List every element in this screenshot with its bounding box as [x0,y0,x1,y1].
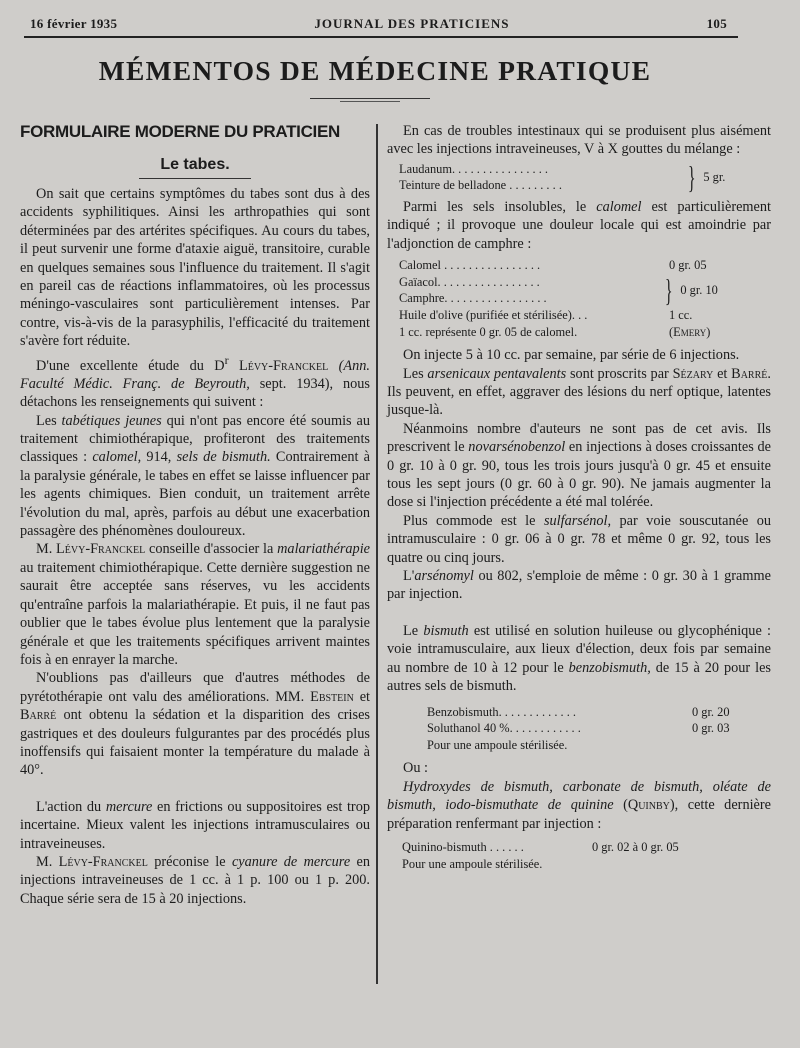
journal-name: JOURNAL DES PRATICIENS [314,16,510,31]
subsection-title: Le tabes. [139,156,251,179]
author-name: (Quinby), [623,797,679,814]
paragraph: Plus commode est le sulfarsénol, par voie souscutanée ou intramusculaire : 0 gr. 06 à 0 gr. 78 et même 0 gr. 92, tous les quatre ou cinq jours. [387,512,772,566]
paragraph: Parmi les sels insolubles, le calomel est particulièrement indiqué ; il provoque une douleur locale qui est amoindrie par l'adjonction de camphre : [387,199,772,252]
paragraph: L'action du mercure en frictions ou suppositoires est trop incertaine. Mieux valent les injections intramusculaires ou intraveineuses. [20,798,370,852]
author-name: Barré [731,365,768,382]
paragraph: L'arsénomyl ou 802, s'emploie de même : 0 gr. 30 à 1 gramme par injection. [387,568,771,603]
left-column [20,122,370,908]
paragraph: M. Lévy-Franckel préconise le cyanure de mercure en injections intraveineuses de 1 cc. à 1 p. 100 ou 1 p. 200. Chaque série sera de 15 à 20 injections. [20,853,370,907]
formula-calomel: Calomel . . . . . . . . . . . . . . . . 0 gr. 05 Gaïacol. . . . . . . . . . . . . . . . . Camphre. . . . . . . . . . . . . . . . . } 0 gr. 10 Huile d'olive (purifiée et stérilisée). . . 1 cc. 1 cc. représente 0 gr. 05 de calomel. (Emery) [399,258,718,339]
paragraph: On sait que certains symptômes du tabes sont dus à des accidents syphilitiques. Ainsi les arthropathies qui sont déterminées par des artérites spécifiques. Au cours du tabes, il peut survenir une forme d'ataxie aiguë, transitoire, curable en quelques semaines sous l'influence du traitement. Il s'agit en pareil cas de réactions inflammatoires, où les processus méningo-vasculaires sont particulièrement intenses. Par contre, vis-à-vis de la parasyphilis, l'efficacité du traitement s'avère fort réduite. [20,186,370,350]
paragraph: N'oublions pas d'ailleurs que d'autres méthodes de pyrétothérapie ont valu des améliorations. MM. Ebstein et Barré ont obtenu la sédation et la disparition des crises gastriques et des douleurs fulgurantes par des procédés plus inoffensifs qui faisaient monter la température du malade à 40°. [20,670,371,779]
author-name: Lévy-Franckel [56,541,146,558]
column-divider [376,124,378,984]
title-ornament [310,98,430,99]
paragraph: D'une excellente étude du $D^r$ Lévy-Franckel (Ann. Faculté Médic. Franç. de Beyrouth, sept. 1934), nous détachons les renseignements qui suivent : [20,352,370,411]
paragraph: On injecte 5 à 10 cc. par semaine, par série de 6 injections. [403,347,740,364]
page-number: 105 [706,16,727,31]
formula-benzobismuth: Benzobismuth. . . . . . . . . . . . . 0 gr. 20 Soluthanol 40 %. . . . . . . . . . . . 0 gr. 03 Pour une ampoule stérilisée. [427,704,730,752]
issue-date: 16 février 1935 [30,16,118,31]
author-name: Barré [20,707,57,724]
citation: (Ann. Faculté Médic. Franç. de Beyrouth, [20,357,370,392]
paragraph: Le bismuth est utilisé en solution huileuse ou glycophénique : voie intramusculaire, aux lieux d'élection, deux fois par semaine au nombre de 10 à 12 pour le benzobismuth, de 15 à 20 pour les autres sels de bismuth. [387,622,772,695]
formula-quinino-bismuth: Quinino-bismuth . . . . . . 0 gr. 02 à 0 gr. 05 Pour une ampoule stérilisée. [402,839,679,871]
paragraph: En cas de troubles intestinaux qui se produisent plus aisément avec les injections intraveineuses, V à X gouttes du mélange : [387,123,771,158]
formula-laudanum: Laudanum. . . . . . . . . . . . . . . . Teinture de belladone . . . . . . . . . } 5 gr. [399,159,726,196]
paragraph: Ou : [403,760,429,777]
author-name: Sézary [672,365,714,382]
author-name: Ebstein [310,688,354,705]
right-column [387,122,771,872]
paragraph: Hydroxydes de bismuth, carbonate de bismuth, oléate de bismuth, iodo-bismuthate de quinine (Quinby), cette dernière préparation renfermant par injection : [387,778,772,832]
page-title: MÉMENTOS DE MÉDECINE PRATIQUE [98,56,652,86]
title-ornament-inner [340,101,400,102]
paragraph: Les arsenicaux pentavalents sont proscrits par Sézary et Barré. Ils peuvent, en effet, aggraver des lésions du nerf optique, latentes jusque-là. [387,365,771,419]
running-header [30,16,727,32]
paragraph: Les tabétiques jeunes qui n'ont pas encore été soumis au traitement chimiothérapique, profiteront des traitements classiques : calomel, 914, sels de bismuth. Contrairement à la paralysie générale, le tabes en effet se laisse influencer par les agents chimiques. Bien conduit, un traitement arrête l'évolution du mal, après, parfois au début une exacerbation passagère des phénomènes douloureux. [20,412,371,540]
author-name: Lévy-Franckel [238,357,329,374]
section-title: FORMULAIRE MODERNE DU PRATICIEN [20,122,340,141]
paragraph: M. Lévy-Franckel conseille d'associer la malariathérapie au traitement chimiothérapique. Cette dernière suggestion ne saurait être acceptée sans réserves, vu les accidents qu'entraîne parfois la malariathérapie. Et puis, il ne faut pas oublier que le tabes évolue plus lentement que la paralysie générale et que les traitements spécifiques arrivent maintes fois à en enrayer la marche. [20,541,371,668]
paragraph: Néanmoins nombre d'auteurs ne sont pas de cet avis. Ils prescrivent le novarsénobenzol en injections à doses croissantes de 0 gr. 10 à 0 gr. 90, tous les trois jours jusqu'à 0 gr. 45 et ensuite tous les sept jours (0 gr. 60 à 0 gr. 90). Ne jamais augmenter la dose si l'injection précédente a été mal tolérée. [387,420,771,511]
header-rule [24,36,738,38]
author-name: Lévy-Franckel [58,853,148,870]
